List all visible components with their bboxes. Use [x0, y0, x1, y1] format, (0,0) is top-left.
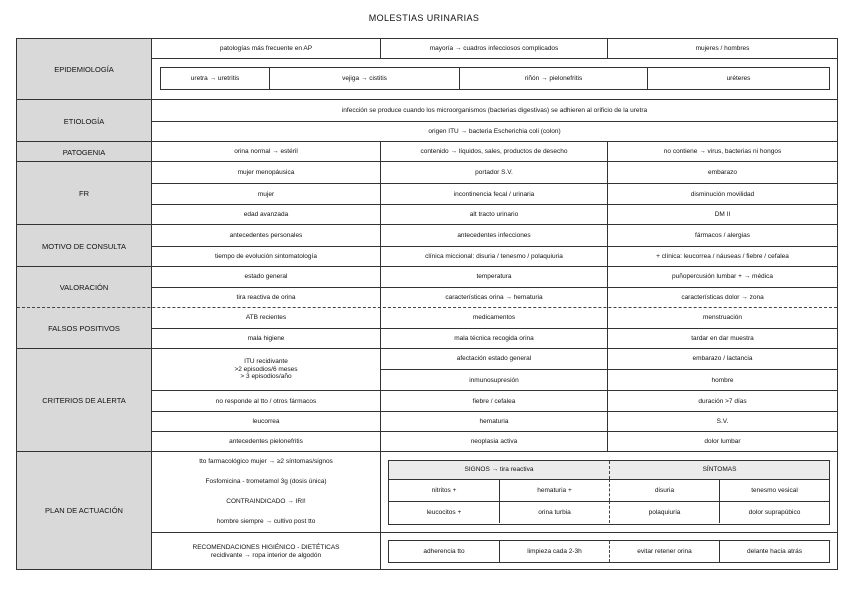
- etio-cell: origen ITU → bacteria Escherichia coli (colon): [428, 128, 561, 136]
- recomendaciones-title: RECOMENDACIONES HIGIÉNICO - DIETÉTICAS: [192, 544, 340, 552]
- label-etiologia: ETIOLOGÍA: [17, 100, 152, 142]
- sintomas-item: polaquiuria: [609, 501, 719, 523]
- sintomas-item: disuria: [609, 479, 719, 501]
- fr-cell: portador S.V.: [380, 162, 607, 183]
- valoracion-cell: puñopercusión lumbar + → médica: [607, 267, 837, 287]
- sintomas-header: SÍNTOMAS: [609, 461, 829, 479]
- row-falsos-positivos: [17, 307, 837, 349]
- epi-organ-box: [160, 67, 830, 90]
- signos-item: leucocitos +: [389, 501, 499, 523]
- row-patogenia: [17, 141, 837, 162]
- signos-item: orina turbia: [499, 501, 609, 523]
- criterios-cell: hematuria: [380, 412, 607, 432]
- fr-cell: mujer: [257, 190, 275, 198]
- motivo-cell: clínica miccional: disuria / tenesmo / polaquiuria: [380, 247, 607, 267]
- valoracion-cell: características dolor → zona: [607, 288, 837, 308]
- fr-cell: disminución movilidad: [607, 184, 837, 205]
- row-fr: [17, 161, 837, 225]
- criterios-cell: S.V.: [607, 412, 837, 432]
- criterios-cell: embarazo / lactancia: [607, 349, 837, 369]
- fr-cell: edad avanzada: [243, 211, 289, 219]
- label-epidemiologia: EPIDEMIOLOGÍA: [17, 39, 152, 99]
- signos-item: hematuria +: [499, 479, 609, 501]
- motivo-cell: antecedentes personales: [229, 231, 303, 239]
- row-valoracion: [17, 266, 837, 308]
- falsos-cell: ATB recientes: [245, 314, 287, 322]
- epi-cell: mayoría → cuadros infecciosos complicados: [380, 39, 607, 58]
- pato-cell: contenido → líquidos, sales, productos de desecho: [380, 142, 607, 162]
- epi-cell: uretra → uretritis: [190, 74, 240, 82]
- label-falsos-positivos: FALSOS POSITIVOS: [17, 308, 152, 349]
- sintomas-item: dolor suprapúbico: [719, 501, 829, 523]
- epi-cell: mujeres / hombres: [607, 39, 837, 58]
- row-criterios: [17, 348, 837, 452]
- criterios-cell: leucorrea: [252, 418, 280, 426]
- plan-left-item: tto farmacológico mujer → ≥2 síntomas/signos: [199, 458, 333, 466]
- recomendaciones-box: [388, 540, 830, 563]
- row-motivo: [17, 224, 837, 267]
- epi-cell: uréteres: [647, 68, 829, 89]
- fr-cell: embarazo: [607, 162, 837, 183]
- criterios-cell: neoplasia activa: [380, 432, 607, 452]
- falsos-cell: medicamentos: [380, 308, 607, 328]
- recom-item: limpieza cada 2-3h: [499, 541, 609, 562]
- signos-item: nitritos +: [389, 479, 499, 501]
- summary-table: [16, 38, 838, 570]
- label-patogenia: PATOGENIA: [17, 142, 152, 162]
- valoracion-cell: estado general: [244, 273, 288, 281]
- pato-cell: orina normal → estéril: [234, 148, 298, 156]
- recomendaciones-cell: [152, 533, 380, 570]
- plan-left-item: Fosfomicina - trometamol 3g (dosis única): [205, 478, 327, 486]
- row-epidemiologia: [17, 39, 837, 99]
- page-title: MOLESTIAS URINARIAS: [368, 13, 480, 23]
- label-valoracion: VALORACIÓN: [17, 267, 152, 308]
- signos-header: SIGNOS → tira reactiva: [389, 461, 609, 479]
- recom-item: delante hacia atrás: [719, 541, 829, 562]
- falsos-cell: menstruación: [607, 308, 837, 328]
- recom-item: adherencia tto: [423, 547, 465, 555]
- fr-cell: DM II: [607, 205, 837, 225]
- label-motivo: MOTIVO DE CONSULTA: [17, 225, 152, 267]
- criterios-itu-cell: ITU recidivante >2 episodios/6 meses > 3 episodios/año: [234, 358, 298, 381]
- valoracion-cell: tira reactiva de orina: [236, 294, 296, 302]
- sintomas-item: tenesmo vesical: [719, 479, 829, 501]
- criterios-cell: duración >7 días: [607, 391, 837, 412]
- fr-cell: alt tracto urinario: [380, 205, 607, 225]
- falsos-cell: tardar en dar muestra: [607, 329, 837, 349]
- recom-item: evitar retener orina: [609, 541, 719, 562]
- label-fr: FR: [17, 162, 152, 225]
- criterios-cell: hombre: [607, 370, 837, 391]
- criterios-cell: no responde al tto / otros fármacos: [215, 397, 317, 405]
- valoracion-cell: características orina → hematuria: [380, 288, 607, 308]
- motivo-cell: + clínica: leucorrea / náuseas / fiebre / cefalea: [607, 247, 837, 267]
- recomendaciones-sub: recidivante → ropa interior de algodón: [210, 551, 322, 559]
- epi-cell: patologías más frecuente en AP: [219, 44, 313, 52]
- motivo-cell: antecedentes infecciones: [380, 225, 607, 246]
- label-criterios: CRITERIOS DE ALERTA: [17, 349, 152, 452]
- etio-cell: infección se produce cuando los microorganismos (bacterias digestivas) se adhieren al orificio de la uretra: [341, 106, 648, 114]
- plan-left-item: CONTRAINDICADO → IRI!: [226, 498, 306, 506]
- row-plan: [17, 451, 837, 569]
- criterios-cell: antecedentes pielonefritis: [229, 438, 303, 446]
- criterios-cell: dolor lumbar: [607, 432, 837, 452]
- plan-left-item: hombre siempre → cultivo post tto: [216, 518, 316, 526]
- fr-cell: mujer menopáusica: [237, 168, 295, 176]
- criterios-cell: fiebre / cefalea: [380, 391, 607, 412]
- fr-cell: incontinencia fecal / urinaria: [380, 184, 607, 205]
- falsos-cell: mala técnica recogida orina: [380, 329, 607, 349]
- motivo-cell: tiempo de evolución sintomatología: [215, 253, 317, 261]
- criterios-cell: inmunosupresión: [380, 370, 607, 391]
- epi-cell: vejiga → cistitis: [269, 68, 459, 89]
- label-plan: PLAN DE ACTUACIÓN: [17, 452, 152, 569]
- valoracion-cell: temperatura: [380, 267, 607, 287]
- pato-cell: no contiene → virus, bacterias ni hongos: [607, 142, 837, 162]
- epi-cell: riñón → pielonefritis: [459, 68, 647, 89]
- motivo-cell: fármacos / alergias: [607, 225, 837, 246]
- signos-sintomas-box: [388, 460, 830, 525]
- row-etiologia: [17, 99, 837, 142]
- criterios-cell: afectación estado general: [380, 349, 607, 369]
- falsos-cell: mala higiene: [247, 335, 285, 343]
